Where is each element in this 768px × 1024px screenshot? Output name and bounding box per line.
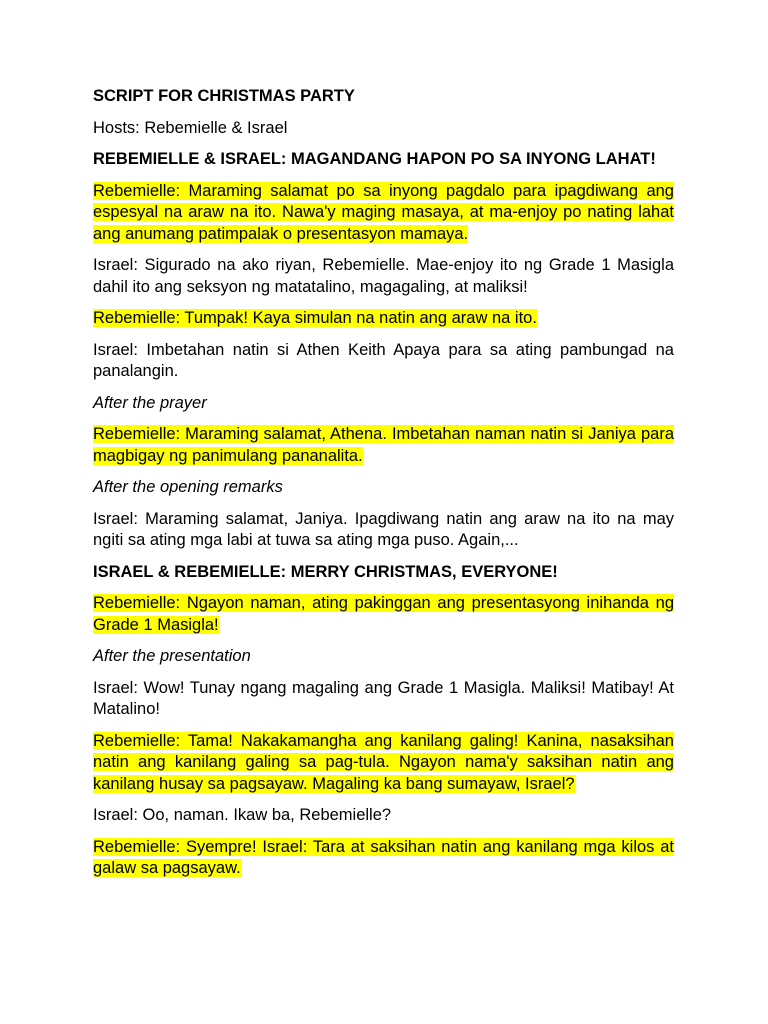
highlighted-text: Rebemielle: Syempre! Israel: Tara at saksihan natin ang kanilang mga kilos at galaw sa pagsayaw. bbox=[93, 837, 674, 877]
highlighted-dialogue-line bbox=[93, 593, 674, 636]
paragraph-text: Israel: Sigurado na ako riyan, Rebemielle. Mae-enjoy ito ng Grade 1 Masigla dahil ito ang seksyon ng matatalino, magagaling, at maliksi! bbox=[93, 256, 674, 296]
highlighted-text: Rebemielle: Maraming salamat po sa inyong pagdalo para ipagdiwang ang espesyal na araw na ito. Nawa'y maging masaya, at ma-enjoy po nating lahat ang anumang patimpalak o presentasyon mamaya. bbox=[93, 181, 674, 243]
dialogue-line bbox=[93, 509, 674, 552]
paragraph-text: Israel: Imbetahan natin si Athen Keith Apaya para sa ating pambungad na panalangin. bbox=[93, 340, 674, 380]
hosts-line bbox=[93, 118, 674, 140]
paragraph-text: After the opening remarks bbox=[93, 478, 283, 496]
highlighted-text: Rebemielle: Tumpak! Kaya simulan na natin ang araw na ito. bbox=[93, 309, 537, 327]
highlighted-text: Rebemielle: Ngayon naman, ating pakinggan ang presentasyong inihanda ng Grade 1 Masigla! bbox=[93, 594, 674, 634]
stage-direction bbox=[93, 393, 674, 415]
paragraph-text: After the prayer bbox=[93, 393, 207, 412]
paragraph-text: Israel: Wow! Tunay ngang magaling ang Grade 1 Masigla. Maliksi! Matibay! At Matalino! bbox=[93, 678, 674, 718]
paragraph-text: ISRAEL & REBEMIELLE: MERRY CHRISTMAS, EVERYONE! bbox=[93, 562, 558, 581]
paragraph-text: Israel: Oo, naman. Ikaw ba, Rebemielle? bbox=[93, 806, 392, 824]
highlighted-dialogue-line bbox=[93, 308, 674, 330]
paragraph-text: REBEMIELLE & ISRAEL: MAGANDANG HAPON PO SA INYONG LAHAT! bbox=[93, 150, 656, 168]
paragraph-text: Hosts: Rebemielle & Israel bbox=[93, 118, 288, 137]
highlighted-text: Rebemielle: Tama! Nakakamangha ang kanilang galing! Kanina, nasaksihan natin ang kanilang galing sa pag-tula. Ngayon nama'y saksihan natin ang kanilang husay sa pagsayaw. Magaling ka bang sumayaw, Israel? bbox=[93, 731, 674, 793]
paragraph-text: SCRIPT FOR CHRISTMAS PARTY bbox=[93, 87, 355, 105]
dialogue-line bbox=[93, 678, 674, 721]
highlighted-text: Rebemielle: Maraming salamat, Athena. Imbetahan naman natin si Janiya para magbigay ng panimulang pananalita. bbox=[93, 425, 674, 465]
paragraph-text: Israel: Maraming salamat, Janiya. Ipagdiwang natin ang araw na ito na may ngiti sa ating mga labi at tuwa sa ating mga puso. Again,... bbox=[93, 509, 674, 549]
stage-direction bbox=[93, 477, 674, 499]
dialogue-line bbox=[93, 340, 674, 383]
dialogue-line bbox=[93, 255, 674, 298]
highlighted-dialogue-line bbox=[93, 731, 674, 796]
highlighted-dialogue-line bbox=[93, 424, 674, 467]
stage-direction bbox=[93, 646, 674, 668]
paragraph-text: After the presentation bbox=[93, 647, 251, 665]
document-body bbox=[93, 86, 674, 880]
joint-dialogue-line bbox=[93, 562, 674, 584]
joint-dialogue-line bbox=[93, 149, 674, 171]
dialogue-line bbox=[93, 805, 674, 827]
highlighted-dialogue-line bbox=[93, 181, 674, 246]
highlighted-dialogue-line bbox=[93, 837, 674, 880]
document-title bbox=[93, 86, 674, 108]
